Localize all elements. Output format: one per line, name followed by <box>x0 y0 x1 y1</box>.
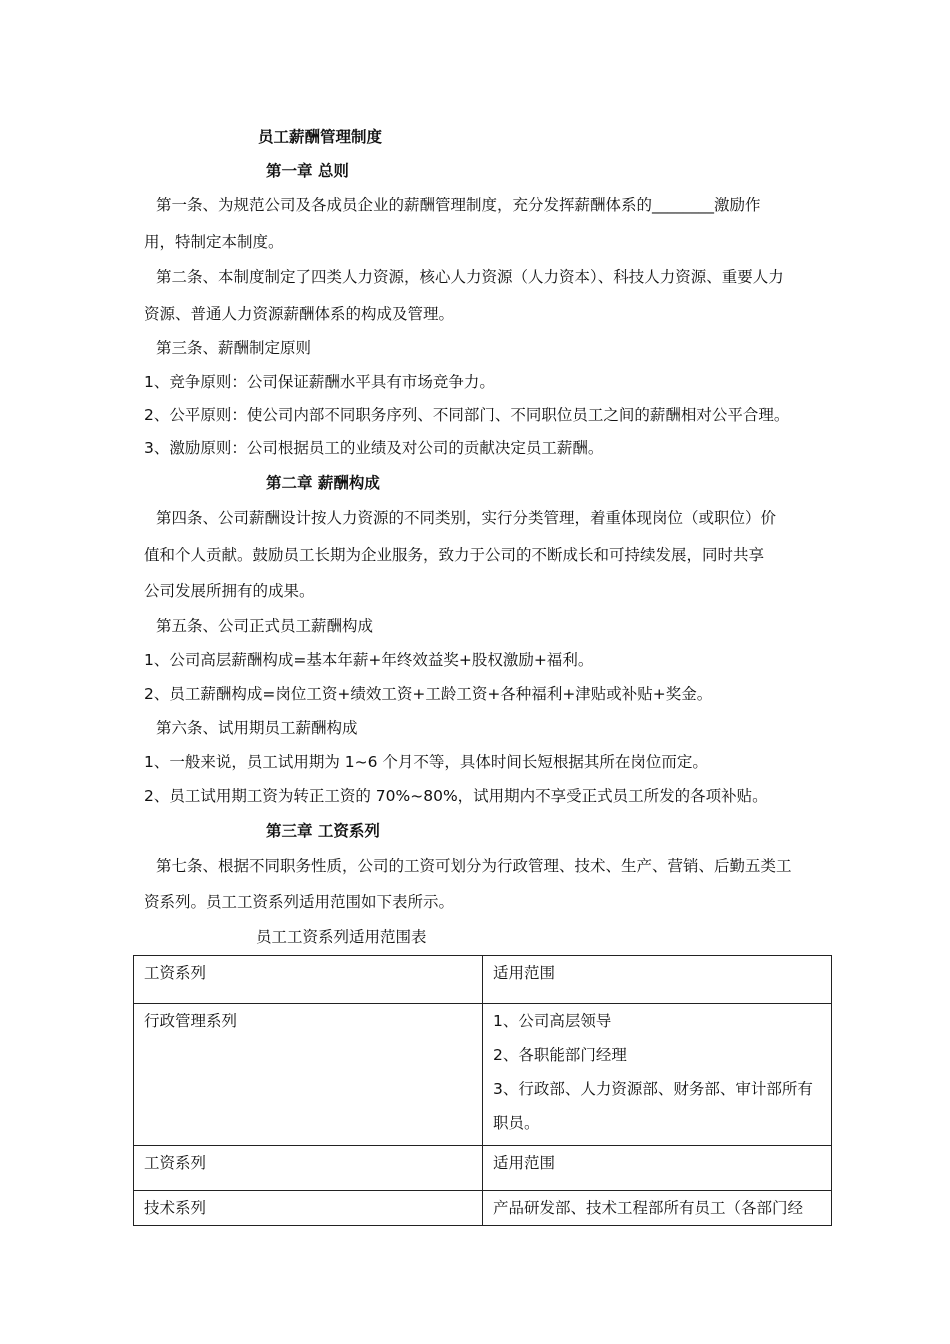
article-6-heading: 第六条、试用期员工薪酬构成 <box>156 719 358 737</box>
table-row <box>134 1004 832 1146</box>
document-title: 员工薪酬管理制度 <box>258 128 383 146</box>
article-4-line-3: 公司发展所拥有的成果。 <box>144 582 315 600</box>
table-cell-scope: 1、公司高层领导 2、各职能部门经理 3、行政部、人力资源部、财务部、审计部所有 职员。 <box>483 1004 832 1146</box>
article-4-line-2: 值和个人贡献。鼓励员工长期为企业服务，致力于公司的不断成长和可持续发展，同时共享 <box>144 546 765 564</box>
table-cell-scope: 适用范围 <box>483 956 832 1004</box>
article-1-line-1: 第一条、为规范公司及各成员企业的薪酬管理制度，充分发挥薪酬体系的________激励作 <box>156 196 761 214</box>
article-3-heading: 第三条、薪酬制定原则 <box>156 339 312 357</box>
table-cell-scope: 适用范围 <box>483 1146 832 1191</box>
article-7-line-2: 资系列。员工工资系列适用范围如下表所示。 <box>144 893 455 911</box>
composition-1: 1、公司高层薪酬构成=基本年薪+年终效益奖+股权激励+福利。 <box>144 651 594 669</box>
principle-2: 2、公平原则：使公司内部不同职务序列、不同部门、不同职位员工之间的薪酬相对公平合理。 <box>144 406 790 424</box>
article-1-line-2: 用，特制定本制度。 <box>144 233 284 251</box>
table-row <box>134 1191 832 1226</box>
chapter-3-heading: 第三章 工资系列 <box>266 822 380 840</box>
trial-1: 1、一般来说，员工试用期为 1~6 个月不等，具体时间长短根据其所在岗位而定。 <box>144 753 708 771</box>
table-cell-series: 行政管理系列 <box>134 1004 483 1146</box>
article-5-heading: 第五条、公司正式员工薪酬构成 <box>156 617 374 635</box>
chapter-2-heading: 第二章 薪酬构成 <box>266 474 380 492</box>
article-2-line-2: 资源、普通人力资源薪酬体系的构成及管理。 <box>144 305 455 323</box>
table-row <box>134 956 832 1004</box>
table-row <box>134 1146 832 1191</box>
table-cell-series: 工资系列 <box>134 956 483 1004</box>
article-2-line-1: 第二条、本制度制定了四类人力资源，核心人力资源（人力资本）、科技人力资源、重要人力 <box>156 268 784 286</box>
composition-2: 2、员工薪酬构成=岗位工资+绩效工资+工龄工资+各种福利+津贴或补贴+奖金。 <box>144 685 713 703</box>
table-cell-series: 工资系列 <box>134 1146 483 1191</box>
article-7-line-1: 第七条、根据不同职务性质，公司的工资可划分为行政管理、技术、生产、营销、后勤五类工 <box>156 857 792 875</box>
table-cell-scope: 产品研发部、技术工程部所有员工（各部门经 <box>483 1191 832 1226</box>
chapter-1-heading: 第一章 总则 <box>266 162 349 180</box>
principle-1: 1、竞争原则：公司保证薪酬水平具有市场竞争力。 <box>144 373 495 391</box>
trial-2: 2、员工试用期工资为转正工资的 70%~80%，试用期内不享受正式员工所发的各项补贴。 <box>144 787 768 805</box>
article-4-line-1: 第四条、公司薪酬设计按人力资源的不同类别，实行分类管理，着重体现岗位（或职位）价 <box>156 509 777 527</box>
table-caption: 员工工资系列适用范围表 <box>256 928 427 946</box>
table-cell-series: 技术系列 <box>134 1191 483 1226</box>
principle-3: 3、激励原则：公司根据员工的业绩及对公司的贡献决定员工薪酬。 <box>144 439 604 457</box>
salary-series-table <box>133 955 832 1226</box>
